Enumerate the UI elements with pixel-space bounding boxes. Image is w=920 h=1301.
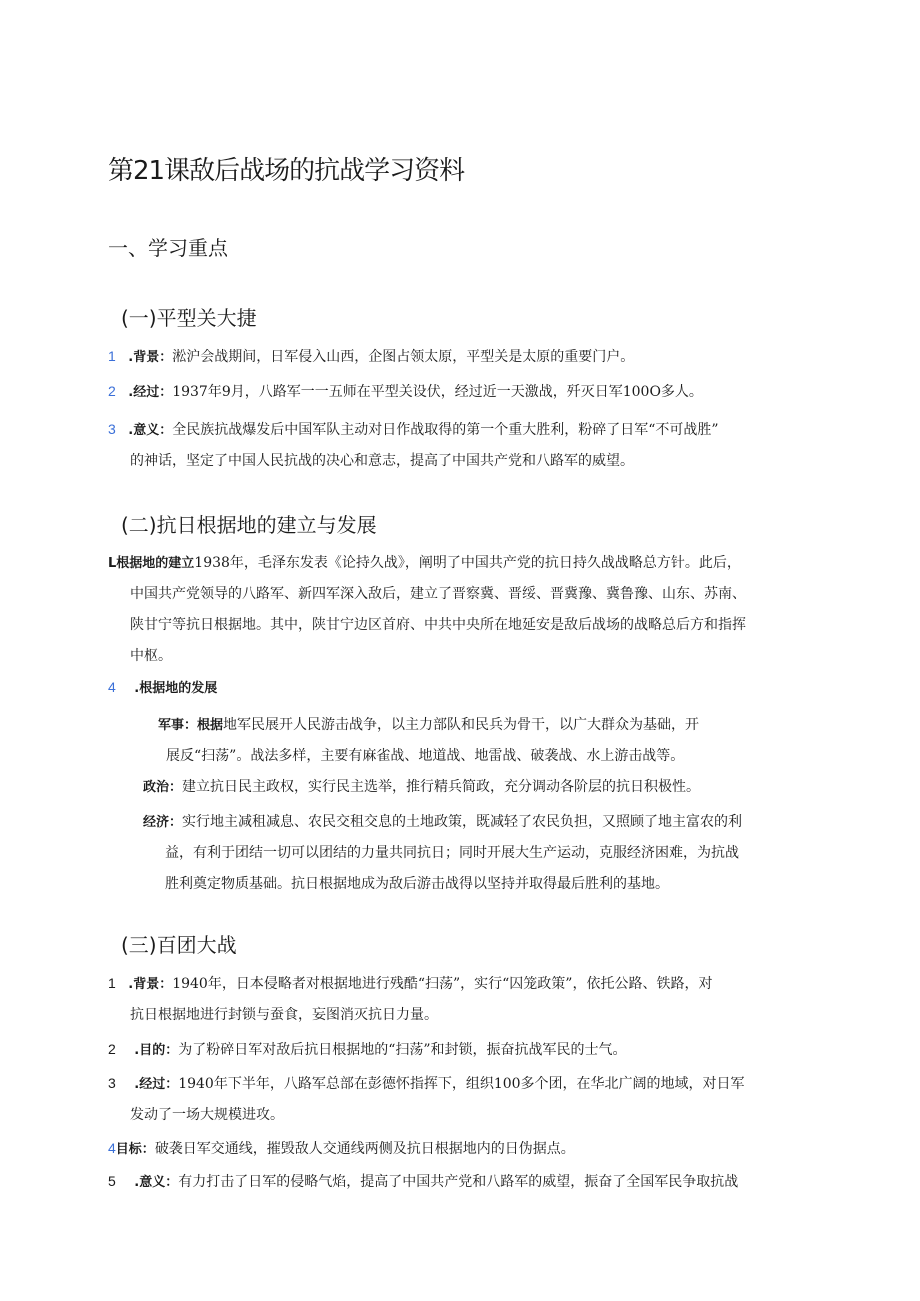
list-item <box>108 376 798 408</box>
item-text: 淞沪会战期间，日军侵入山西，企图占领太原，平型关是太原的重要门户。 <box>172 349 635 365</box>
subsection-heading-hundred-regiments: (三)百团大战 <box>121 933 237 957</box>
item-number: 4 <box>108 679 116 695</box>
paragraph-line: 展反“扫荡”。战法多样，主要有麻雀战、地道战、地雷战、破袭战、水上游击战等。 <box>166 748 685 764</box>
politics-label: 政治： <box>143 780 183 795</box>
item-text: 为了粉碎日军对敌后抗日根据地的“扫荡”和封锁，振奋抗战军民的士气。 <box>178 1042 627 1058</box>
item-label: .意义： <box>128 423 173 438</box>
item-label: .经过： <box>134 1077 179 1092</box>
item-text-continued: 的神话，坚定了中国人民抗战的决心和意志，提高了中国共产党和八路军的威望。 <box>130 453 634 469</box>
item-label: 目标： <box>115 1142 155 1157</box>
item-label: .意义： <box>134 1175 179 1190</box>
subsection-heading-base-areas: (二)抗日根据地的建立与发展 <box>121 513 377 537</box>
list-item <box>108 341 798 373</box>
item-text: 1937年9月，八路军一一五师在平型关设伏，经过近一天激战，歼灭日军100O多人。 <box>172 384 703 400</box>
page-title: 第21课敌后战场的抗战学习资料 <box>108 156 465 186</box>
paragraph-base-establishment <box>108 548 828 672</box>
item-text: 1940年，日本侵略者对根据地进行残酷“扫荡”，实行“囚笼政策”，依托公路、铁路，对 <box>172 976 713 992</box>
list-item <box>108 1068 828 1131</box>
item-number: 1 <box>108 975 116 991</box>
item-number: 2 <box>108 383 116 399</box>
paragraph-line: 地军民展开人民游击战争，以主力部队和民兵为骨干，以广大群众为基础，开 <box>223 717 700 733</box>
item-text: 有力打击了日军的侵略气焰，提高了中国共产党和八路军的威望，振奋了全国军民争取抗战 <box>178 1174 739 1190</box>
item-label: .经过： <box>128 385 173 400</box>
item-number: 4 <box>108 1140 116 1156</box>
list-item <box>108 1133 798 1165</box>
item-label: .根据地的发展 <box>134 681 218 696</box>
list-item <box>108 414 828 477</box>
item-number: 1 <box>108 348 116 364</box>
list-item <box>108 968 828 1031</box>
item-number: 5 <box>108 1173 116 1189</box>
paragraph-line: 中国共产党领导的八路军、新四军深入敌后，建立了晋察冀、晋绥、晋冀豫、冀鲁豫、山东、苏南、 <box>130 586 746 602</box>
item-label: .背景： <box>128 977 173 992</box>
item-number: 3 <box>108 421 116 437</box>
item-label: .目的： <box>134 1043 179 1058</box>
economy-label: 经济： <box>143 815 183 830</box>
item-text: 1940年下半年，八路军总部在彭德怀指挥下，组织100多个团，在华北广阔的地域，对日军 <box>178 1076 745 1092</box>
paragraph-label: L根据地的建立 <box>108 556 195 571</box>
section-heading-study-points: 一、学习重点 <box>108 236 228 260</box>
item-number: 2 <box>108 1041 116 1057</box>
military-label: 军事：根据 <box>158 718 224 733</box>
paragraph-line: 中枢。 <box>130 648 172 664</box>
list-item <box>108 1166 828 1198</box>
paragraph-line: 胜利奠定物质基础。抗日根据地成为敌后游击战得以坚持并取得最后胜利的基地。 <box>165 876 669 892</box>
paragraph-economy <box>143 807 823 900</box>
paragraph-line: 益，有利于团结一切可以团结的力量共同抗日；同时开展大生产运动，克服经济困难，为抗战 <box>165 845 739 861</box>
item-number: 3 <box>108 1075 116 1091</box>
list-item <box>108 1034 798 1066</box>
item-text-continued: 发动了一场大规模进攻。 <box>130 1107 284 1123</box>
item-text: 全民族抗战爆发后中国军队主动对日作战取得的第一个重大胜利，粉碎了日军“不可战胜” <box>172 422 719 438</box>
paragraph-line: 陕甘宁等抗日根据地。其中，陕甘宁边区首府、中共中央所在地延安是敌后战场的战略总后方和指挥 <box>130 617 746 633</box>
list-item <box>108 672 798 704</box>
item-label: .背景： <box>128 350 173 365</box>
paragraph-politics <box>143 772 813 803</box>
paragraph-line: 实行地主减租减息、农民交租交息的土地政策，既减轻了农民负担，又照顾了地主富农的利 <box>182 814 743 830</box>
paragraph-military <box>158 710 808 772</box>
paragraph-line: 建立抗日民主政权，实行民主选举，推行精兵简政，充分调动各阶层的抗日积极性。 <box>182 779 701 795</box>
subsection-heading-pingxingguan: (一)平型关大捷 <box>121 306 257 330</box>
item-text: 破袭日军交通线，摧毁敌人交通线两侧及抗日根据地内的日伪据点。 <box>154 1141 575 1157</box>
paragraph-line: 1938年，毛泽东发表《论持久战》，阐明了中国共产党的抗日持久战战略总方针。此后， <box>194 555 741 571</box>
item-text-continued: 抗日根据地进行封锁与蚕食，妄图消灭抗日力量。 <box>130 1007 438 1023</box>
